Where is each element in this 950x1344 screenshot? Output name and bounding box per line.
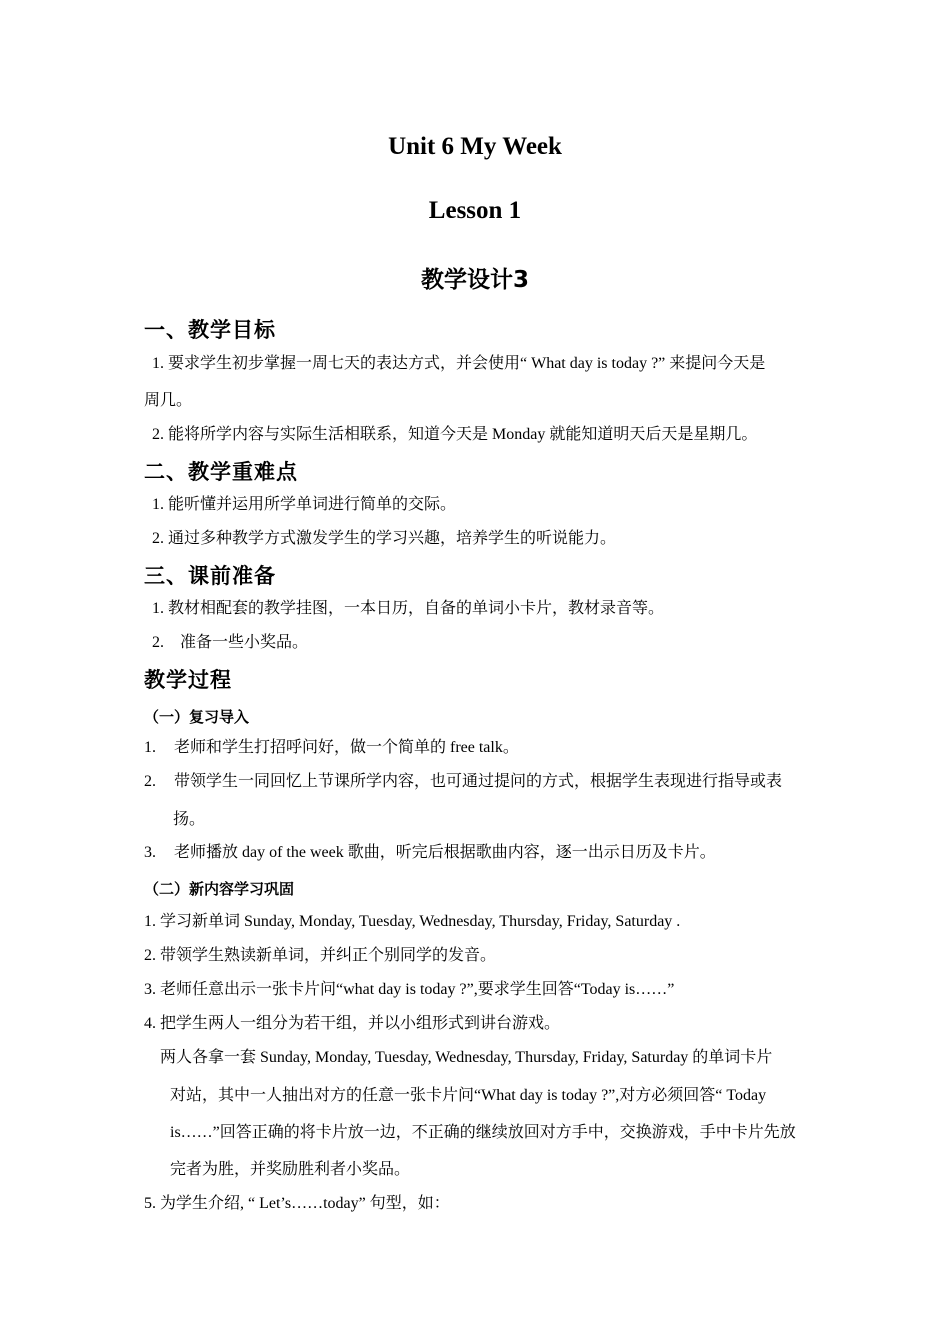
new-content-item-5: 5. 为学生介绍, “ Let’s……today” 句型，如：: [144, 1195, 450, 1212]
title-lesson: Lesson 1: [428, 197, 522, 224]
review-item-3: [144, 843, 716, 863]
key-point-2: 2. 通过多种教学方式激发学生的学习兴趣，培养学生的听说能力。: [152, 530, 617, 547]
key-point-1: 1. 能听懂并运用所学单词进行简单的交际。: [152, 496, 457, 513]
review-item-2-text: 带领学生一同回忆上节课所学内容，也可通过提问的方式，根据学生表现进行指导或表: [174, 773, 783, 790]
review-item-3-text: 老师播放 day of the week 歌曲，听完后根据歌曲内容，逐一出示日历及卡片。: [174, 844, 716, 861]
objective-1-line1: 1. 要求学生初步掌握一周七天的表达方式，并会使用“ What day is today ?” 来提问今天是: [152, 355, 766, 372]
new-content-item-4: 4. 把学生两人一组分为若干组，并以小组形式到讲台游戏。: [144, 1015, 561, 1032]
review-item-2-number: 2.: [144, 773, 156, 790]
objective-2: 2. 能将所学内容与实际生活相联系，知道今天是 Monday 就能知道明天后天是星期几。: [152, 426, 758, 443]
preparation-2: 2. 准备一些小奖品。: [152, 634, 309, 651]
game-description-line3: is……”回答正确的将卡片放一边，不正确的继续放回对方手中，交换游戏，手中卡片先放: [170, 1124, 796, 1141]
review-item-2-line2: 扬。: [173, 811, 206, 828]
objective-1-line2: 周几。: [144, 392, 193, 409]
game-description-line2: 对站，其中一人抽出对方的任意一张卡片问“What day is today ?”,对方必须回答“ Today: [170, 1087, 767, 1104]
title-unit: Unit 6 My Week: [388, 133, 562, 160]
new-content-item-3: 3. 老师任意出示一张卡片问“what day is today ?”,要求学生回答“Today is……”: [144, 981, 675, 998]
part2-heading: （二）新内容学习巩固: [144, 880, 295, 898]
game-description-line4: 完者为胜，并奖励胜利者小奖品。: [170, 1161, 411, 1178]
section-key-points-heading: 二、教学重难点: [144, 460, 298, 484]
review-item-3-number: 3.: [144, 844, 156, 861]
review-item-2: [144, 772, 782, 792]
game-description-line1: 两人各拿一套 Sunday, Monday, Tuesday, Wednesday, Thursday, Friday, Saturday 的单词卡片: [160, 1049, 773, 1066]
review-item-1: [144, 738, 519, 758]
title-design: 教学设计3: [420, 267, 529, 293]
part1-heading: （一）复习导入: [144, 708, 250, 726]
new-content-item-1: 1. 学习新单词 Sunday, Monday, Tuesday, Wednesday, Thursday, Friday, Saturday .: [144, 913, 681, 930]
review-item-1-text: 老师和学生打招呼问好，做一个简单的 free talk。: [174, 739, 519, 756]
section-process-heading: 教学过程: [144, 668, 232, 692]
new-content-item-2: 2. 带领学生熟读新单词，并纠正个别同学的发音。: [144, 947, 497, 964]
section-objectives-heading: 一、教学目标: [144, 318, 276, 342]
review-item-1-number: 1.: [144, 739, 156, 756]
section-preparation-heading: 三、课前准备: [144, 564, 276, 588]
preparation-1: 1. 教材相配套的教学挂图，一本日历，自备的单词小卡片，教材录音等。: [152, 600, 665, 617]
